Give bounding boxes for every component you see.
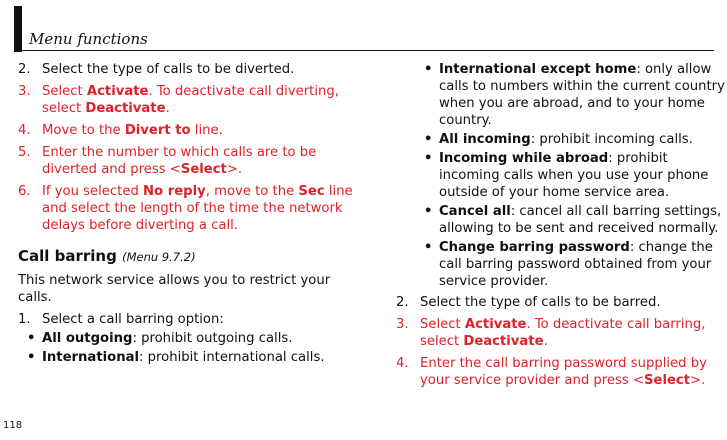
step-segment: Select	[420, 317, 465, 332]
intro-paragraph: This network service allows you to restrict your calls.	[18, 273, 331, 305]
step-segment: >.	[226, 162, 243, 177]
step-segment: .	[543, 334, 548, 349]
step-text	[420, 356, 707, 388]
step-emphasis: No reply	[143, 184, 206, 199]
bullet-item	[415, 61, 726, 129]
step-segment: .	[165, 101, 170, 116]
step-number: 1.	[18, 312, 31, 327]
left-column	[18, 61, 368, 366]
step-item	[18, 144, 368, 178]
step-emphasis: Select	[644, 373, 691, 388]
bullet-dot: •	[424, 62, 433, 77]
step-text: Select a call barring option:	[42, 312, 224, 327]
step-emphasis: Deactivate	[463, 334, 544, 349]
step-text	[420, 317, 705, 349]
bullet-text: : prohibit international calls.	[139, 350, 325, 365]
bullet-item	[415, 239, 726, 290]
step-segment: Move to the	[42, 123, 125, 138]
step-emphasis: Divert to	[124, 123, 191, 138]
step-emphasis: Select	[180, 162, 227, 177]
step-segment: Enter the number to which calls are to be diverted and press <	[42, 145, 317, 177]
page-header-title: Menu functions	[29, 30, 148, 48]
step-segment: line and select the length of the time the network delays before diverting a call.	[42, 184, 353, 233]
bullet-label: Incoming while abroad	[439, 151, 609, 166]
bullet-label: International	[42, 350, 140, 365]
header-bar	[14, 6, 22, 52]
bullet-item	[415, 131, 726, 148]
bullet-text: : cancel all call barring settings, allowing to be sent and received normally.	[439, 204, 722, 236]
step-number: 6.	[18, 184, 31, 199]
page-number: 118	[3, 420, 23, 431]
bullet-dot: •	[424, 240, 433, 255]
right-column	[396, 61, 726, 389]
step-number: 2.	[18, 62, 31, 77]
step-text	[42, 184, 353, 233]
step-number: 3.	[18, 84, 31, 99]
step-text	[42, 84, 339, 116]
step-emphasis: Activate	[464, 317, 527, 332]
section-title: Call barring	[18, 247, 117, 265]
step-segment: Select the type of calls to be barred.	[420, 295, 661, 310]
bullet-text: : prohibit incoming calls when you use your phone outside of your home service area.	[439, 151, 709, 200]
step-item	[18, 122, 368, 139]
step-emphasis: Activate	[86, 84, 149, 99]
step-segment: . To deactivate call diverting, select	[42, 84, 339, 116]
step-item	[18, 83, 368, 117]
step-emphasis: Sec	[298, 184, 325, 199]
step-number: 4.	[18, 123, 31, 138]
bullet-label: Cancel all	[439, 204, 511, 219]
bullet-item	[415, 203, 726, 237]
step-item	[18, 311, 368, 328]
bullet-text: : only allow calls to numbers within the current country when you are abroad, and to your home country.	[439, 62, 725, 128]
step-number: 5.	[18, 145, 31, 160]
step-segment: Select the type of calls to be diverted.	[42, 62, 295, 77]
bullet-item	[18, 330, 368, 347]
step-item	[396, 316, 726, 350]
step-segment: Select	[42, 84, 87, 99]
step-segment: line.	[190, 123, 223, 138]
bullet-label: Change barring password	[439, 240, 630, 255]
step-item	[18, 61, 368, 78]
step-item	[18, 183, 368, 234]
bullet-text: : change the call barring password obtained from your service provider.	[439, 240, 713, 289]
section-heading	[18, 248, 368, 266]
bullet-dot: •	[424, 151, 433, 166]
step-text	[420, 295, 661, 310]
bullet-item	[18, 349, 368, 366]
bullet-label: International except home	[439, 62, 637, 77]
step-item	[396, 355, 726, 389]
step-segment: Enter the call barring password supplied by your service provider and press <	[420, 356, 707, 388]
step-item	[396, 294, 726, 311]
step-text	[42, 123, 223, 138]
step-number: 2.	[396, 295, 409, 310]
step-number: 3.	[396, 317, 409, 332]
bullet-text: : prohibit incoming calls.	[530, 132, 693, 147]
header-rule	[14, 50, 714, 51]
bullet-item	[415, 150, 726, 201]
section-menu-ref: (Menu 9.7.2)	[122, 250, 196, 264]
bullet-dot: •	[424, 204, 433, 219]
bullet-dot: •	[27, 331, 36, 346]
step-segment: , move to the	[205, 184, 299, 199]
step-segment: If you selected	[42, 184, 144, 199]
bullet-dot: •	[424, 132, 433, 147]
bullet-text: : prohibit outgoing calls.	[132, 331, 293, 346]
bullet-label: All outgoing	[42, 331, 133, 346]
step-text	[42, 145, 316, 177]
step-number: 4.	[396, 356, 409, 371]
step-emphasis: Deactivate	[85, 101, 166, 116]
bullet-label: All incoming	[439, 132, 531, 147]
bullet-dot: •	[27, 350, 36, 365]
step-segment: . To deactivate call barring, select	[420, 317, 706, 349]
step-text	[42, 62, 294, 77]
step-segment: >.	[690, 373, 706, 388]
